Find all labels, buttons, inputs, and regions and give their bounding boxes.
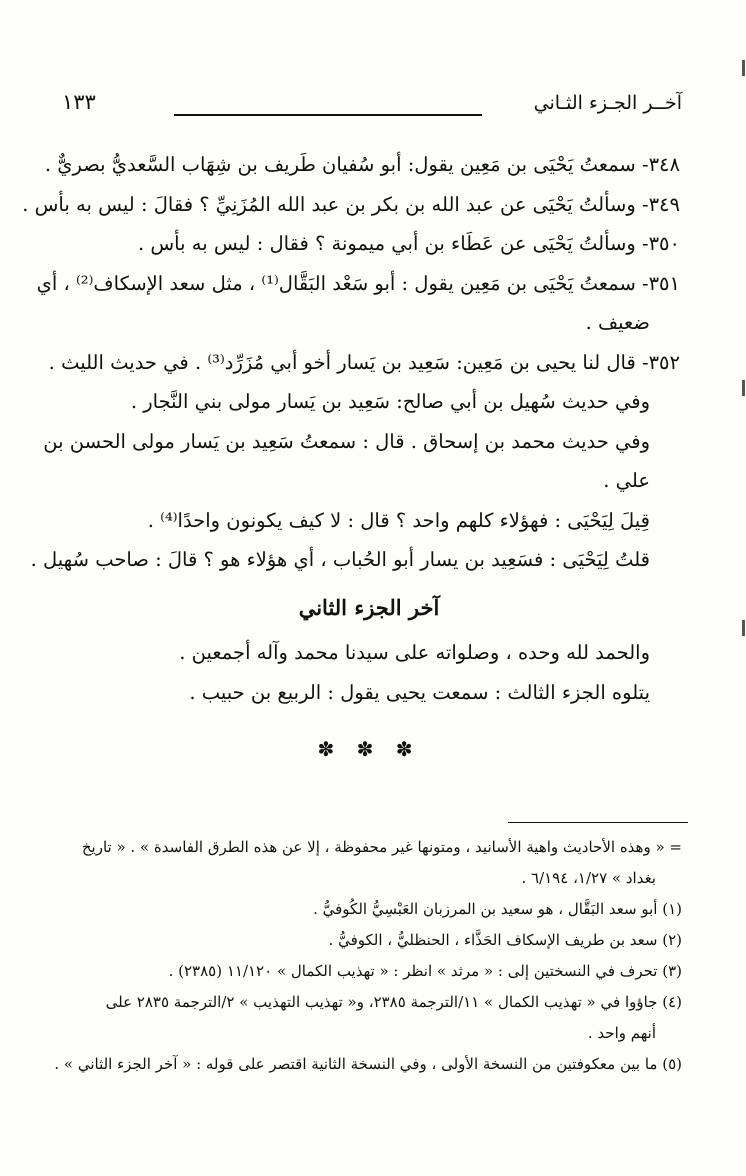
entry-352-line-4: علي .	[603, 469, 650, 492]
running-header	[62, 92, 682, 132]
footnote-2: (٢) سعد بن طريف الإسكاف الحَذَّاء ، الحنظليُّ ، الكوفيُّ .	[328, 931, 682, 949]
footnote-1: (١) أبو سعد البَقَّال ، هو سعيد بن المرزبان العَبْسِيُّ الكُوفيُّ .	[313, 900, 682, 918]
entry-352-line-5: قِيلَ لِيَحْيَى : فهؤلاء كلهم واحد ؟ قال : لا كيف يكونون واحدًا⁽⁴⁾ .	[147, 508, 650, 532]
entry-349: ٣٤٩- وسألتُ يَحْيَى عن عبد الله بن بكر بن عبد الله المُزَنِيِّ ؟ فقالَ : ليس به بأس .	[22, 192, 680, 216]
entry-348: ٣٤٨- سمعتُ يَحْيَى بن مَعِين يقول: أبو سُفيان طَريف بن شِهَاب السَّعديُّ بصريٌّ .	[44, 153, 680, 176]
footnote-carryover-continuation: بغداد » ١/٢٧، ٦/١٩٤ .	[521, 869, 656, 887]
section-stars: ✽ ✽ ✽	[317, 737, 421, 761]
footnote-carryover: = « وهذه الأحاديث واهية الأسانيد ، ومتونها غير محفوظة ، إلا عن هذه الطرق الفاسدة » . « تاريخ	[81, 838, 682, 856]
scan-edge-mark	[742, 380, 745, 396]
scan-edge-mark	[742, 620, 745, 636]
footnote-3: (٣) تحرف في النسختين إلى : « مرثد » انظر : « تهذيب الكمال » ١١/١٢٠ (٢٣٨٥) .	[168, 962, 682, 980]
section-heading: آخر الجزء الثاني	[298, 594, 440, 620]
entry-352: ٣٥٢- قال لنا يحيى بن مَعِين: سَعِيد بن يَسار أخو أبي مُزَرِّد⁽³⁾ . في حديث الليث .	[48, 350, 680, 374]
footnotes	[50, 832, 682, 1080]
entry-351: ٣٥١- سمعتُ يَحْيَى بن مَعِين يقول : أبو سَعْد البَقَّال⁽¹⁾ ، مثل سعد الإسكاف⁽²⁾ ، أي	[36, 271, 680, 295]
entry-352-line-6: قلتُ لِيَحْيَى : فسَعِيد بن يسار أبو الحُباب ، أي هؤلاء هو ؟ قالَ : صاحب سُهيل .	[30, 548, 650, 571]
header-title: آخــر الجـزء الثـاني	[533, 92, 682, 114]
closing-line-1: والحمد لله وحده ، وصلواته على سيدنا محمد وآله أجمعين .	[179, 641, 650, 664]
footnote-5: (٥) ما بين معكوفتين من النسخة الأولى ، وفي النسخة الثانية اقتصر على قوله : « آخر الجزء الثاني » .	[54, 1055, 682, 1073]
entry-351-continuation: ضعيف .	[585, 311, 650, 334]
scan-edge-mark	[742, 60, 745, 76]
closing-line-2: يتلوه الجزء الثالث : سمعت يحيى يقول : الربيع بن حبيب .	[189, 680, 650, 704]
main-text	[22, 145, 680, 770]
footnote-4-continuation: أنهم واحد .	[587, 1024, 656, 1042]
header-rule	[174, 114, 482, 116]
entry-352-line-3: وفي حديث محمد بن إسحاق . قال : سمعتُ سَعِيد بن يَسار مولى الحسن بن	[43, 429, 650, 453]
page-number: ١٣٣	[62, 90, 96, 114]
footnote-rule	[508, 822, 688, 823]
footnote-4: (٤) جاؤوا في « تهذيب الكمال » ١١/الترجمة ٢٣٨٥، و« تهذيب التهذيب » ٢/الترجمة ٢٨٣٥ على	[105, 993, 682, 1011]
entry-352-line-2: وفي حديث سُهيل بن أبي صالح: سَعِيد بن يَسار مولى بني النَّجار .	[130, 390, 650, 413]
entry-350: ٣٥٠- وسألتُ يَحْيَى عن عَطَاء بن أبي ميمونة ؟ فقال : ليس به بأس .	[137, 232, 680, 255]
